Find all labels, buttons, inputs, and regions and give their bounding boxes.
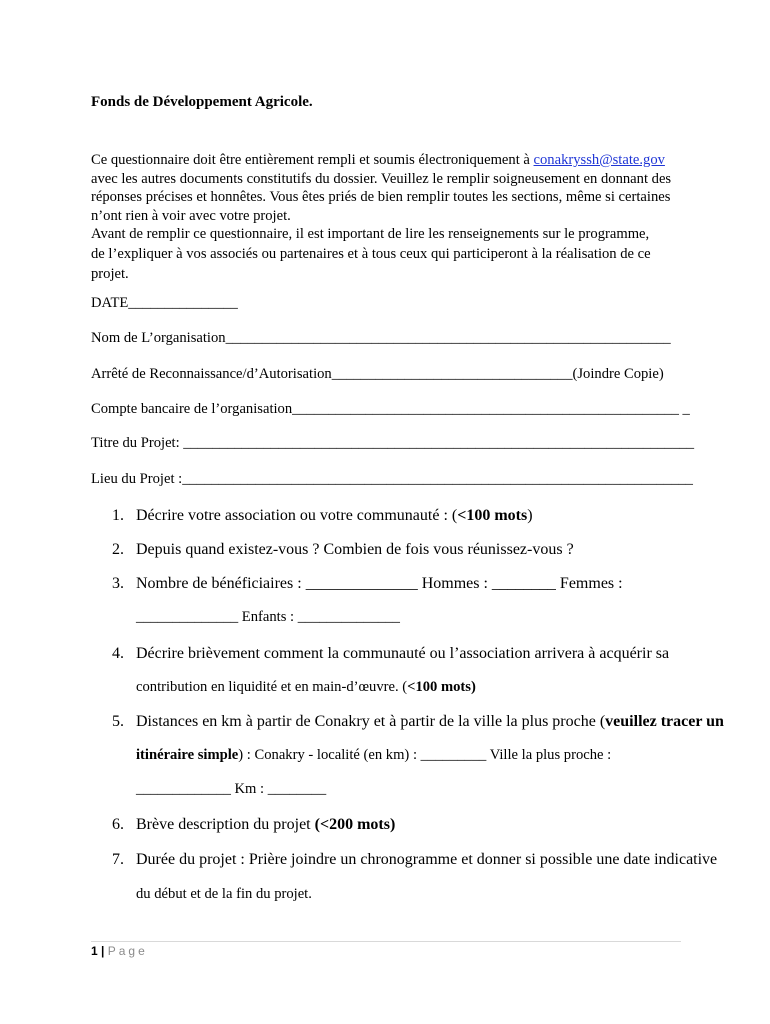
- item-4-line-2: [136, 679, 476, 696]
- item-text-end: ): [527, 507, 533, 524]
- item-word-limit: <100 mots): [407, 679, 476, 695]
- item-emphasis: veuillez tracer un: [605, 713, 724, 730]
- email-link[interactable]: conakryssh@state.gov: [533, 152, 665, 168]
- item-text: Décrire votre association ou votre communauté : (: [136, 507, 458, 524]
- item-text: Durée du projet : Prière joindre un chronogramme et donner si possible une date indicative: [136, 851, 718, 868]
- footer-separator: |: [97, 944, 108, 958]
- beneficiaries-line[interactable]: Nombre de bénéficiaires : ______________ Hommes : ________ Femmes :: [136, 575, 623, 592]
- item-number: 6.: [112, 816, 124, 833]
- distance-line[interactable]: ) : Conakry - localité (en km) : _________ Ville la plus proche :: [238, 747, 612, 763]
- item-5-line-2: [136, 747, 611, 764]
- project-location-field[interactable]: Lieu du Projet :______________________________________________________________________: [91, 471, 693, 487]
- intro-text-start: Ce questionnaire doit être entièrement rempli et soumis électroniquement à: [91, 152, 534, 168]
- item-number: 1.: [112, 507, 124, 524]
- document-title: Fonds de Développement Agricole.: [91, 94, 313, 110]
- item-text: Depuis quand existez-vous ? Combien de fois vous réunissez-vous ?: [136, 541, 574, 558]
- item-text: contribution en liquidité et en main-d’œuvre. (: [136, 679, 408, 695]
- arrete-field[interactable]: Arrêté de Reconnaissance/d’Autorisation_________________________________(Joindre Copie): [91, 366, 664, 382]
- item-text: Décrire brièvement comment la communauté ou l’association arrivera à acquérir sa: [136, 645, 670, 662]
- item-emphasis: itinéraire simple: [136, 747, 239, 763]
- item-number: 7.: [112, 851, 124, 868]
- page-number: 1: [91, 944, 98, 958]
- item-number: 5.: [112, 713, 124, 730]
- km-line[interactable]: _____________ Km : ________: [136, 781, 327, 797]
- item-number: 2.: [112, 541, 124, 558]
- intro-p2-first-line: Avant de remplir ce questionnaire, il est important de lire les renseignements sur le programme,: [91, 226, 650, 242]
- item-number: 3.: [112, 575, 124, 592]
- project-title-field[interactable]: Titre du Projet: ______________________________________________________________________: [91, 435, 695, 451]
- item-text: Brève description du projet: [136, 816, 315, 833]
- date-field[interactable]: DATE_______________: [91, 295, 238, 311]
- item-7-line-2: du début et de la fin du projet.: [136, 886, 312, 902]
- intro-text: [91, 151, 681, 285]
- page-footer: [91, 944, 148, 958]
- intro-paragraph-2: [91, 225, 681, 244]
- item-word-limit: <100 mots: [457, 507, 528, 524]
- intro-text-end: avec les autres documents constitutifs du dossier. Veuillez le remplir soigneusement en donnant des réponses précises et honnêtes. Vous êtes priés de bien remplir toutes les sections, même si certaines n’ont rien à voir avec votre projet.: [91, 170, 672, 224]
- item-number: 4.: [112, 645, 124, 662]
- bank-account-field[interactable]: Compte bancaire de l’organisation_____________________________________________________ _: [91, 401, 690, 417]
- footer-divider: [91, 941, 681, 942]
- item-word-limit: (<200 mots): [314, 816, 396, 833]
- children-line[interactable]: ______________ Enfants : ______________: [136, 609, 400, 625]
- item-text: Distances en km à partir de Conakry et à partir de la ville la plus proche (: [136, 713, 606, 730]
- intro-paragraph-1: [91, 151, 681, 225]
- page-label: Page: [107, 944, 148, 958]
- org-name-field[interactable]: Nom de L’organisation_____________________________________________________________: [91, 330, 671, 346]
- intro-paragraph-2-rest: de l’expliquer à vos associés ou partenaires et à tous ceux qui participeront à la réalisation de ce projet.: [91, 245, 651, 282]
